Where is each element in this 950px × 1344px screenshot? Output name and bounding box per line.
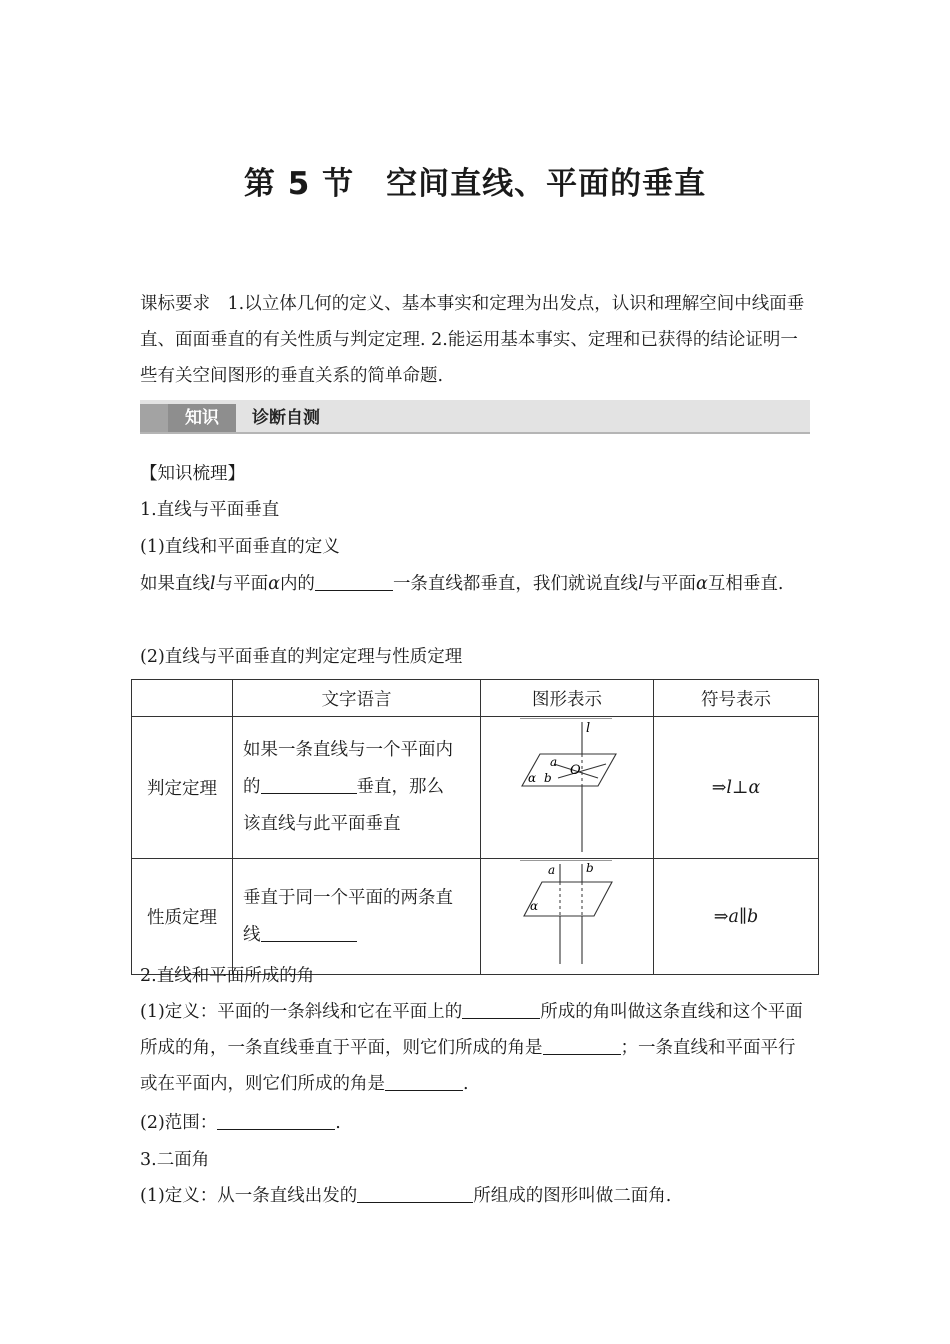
table-header-cell: 图形表示 <box>481 680 654 717</box>
fill-blank <box>543 1036 621 1055</box>
table-header-row <box>132 680 819 717</box>
section-banner <box>140 400 810 434</box>
page-title: 第 5 节 空间直线、平面的垂直 <box>243 166 707 202</box>
row-symbol: ⇒l⊥α <box>654 717 819 859</box>
fill-blank <box>261 775 357 794</box>
requirement-label: 课标要求 <box>140 294 210 314</box>
row-symbol: ⇒a∥b <box>654 859 819 975</box>
row-text: 垂直于同一个平面的两条直线 <box>233 859 481 975</box>
svg-text:b: b <box>586 861 594 875</box>
fill-blank <box>217 1111 335 1130</box>
svg-text:α: α <box>530 899 539 913</box>
table-header-cell: 文字语言 <box>233 680 481 717</box>
figure-cell <box>481 717 654 859</box>
subheading-definition: (1)直线和平面垂直的定义 <box>140 537 340 557</box>
svg-text:α: α <box>528 771 537 785</box>
perpendicular-property-figure <box>482 860 652 968</box>
banner-subtitle: 诊断自测 <box>252 408 320 428</box>
definition-paragraph: 如果直线l与平面α内的 一条直线都垂直，我们就说直线l与平面α互相垂直. <box>140 574 784 594</box>
fill-blank <box>261 923 357 942</box>
heading-line-plane-angle: 2.直线和平面所成的角 <box>140 966 315 986</box>
table-header-cell <box>132 680 233 717</box>
requirement-text: 1.以立体几何的定义、基本事实和定理为出发点，认识和理解空间中线面垂直、面面垂直的有关性质与判定定理. 2.能运用基本事实、定理和已获得的结论证明一些有关空间图形的垂直关系的简单命题. <box>140 294 805 386</box>
table-header-cell: 符号表示 <box>654 680 819 717</box>
dihedral-definition: (1)定义：从一条直线出发的 所组成的图形叫做二面角. <box>140 1186 672 1206</box>
fill-blank <box>462 1000 540 1019</box>
fill-blank <box>385 1072 463 1091</box>
curriculum-requirement <box>140 286 812 394</box>
perpendicular-determination-figure <box>482 718 652 852</box>
svg-text:l: l <box>586 721 591 736</box>
row-name: 性质定理 <box>132 859 233 975</box>
angle-range: (2)范围： . <box>140 1113 341 1133</box>
svg-text:a: a <box>550 755 558 769</box>
table-row <box>132 717 819 859</box>
subheading-theorems: (2)直线与平面垂直的判定定理与性质定理 <box>140 647 463 667</box>
svg-text:a: a <box>548 863 556 877</box>
banner-tab: 知识 <box>168 404 236 432</box>
fill-blank <box>315 572 393 591</box>
row-text: 如果一条直线与一个平面内的 垂直，那么该直线与此平面垂直 <box>233 717 481 859</box>
heading-line-plane-perpendicular: 1.直线与平面垂直 <box>140 500 280 520</box>
section-tag: 【知识梳理】 <box>140 464 245 484</box>
svg-text:O: O <box>570 763 581 778</box>
svg-text:b: b <box>544 771 552 785</box>
theorem-table <box>131 679 819 975</box>
angle-definition: (1)定义：平面的一条斜线和它在平面上的 所成的角叫做这条直线和这个平面所成的角，一条直线垂直于平面，则它们所成的角是 ；一条直线和平面平行或在平面内，则它们所成的角是 . <box>140 1002 803 1094</box>
row-name: 判定定理 <box>132 717 233 859</box>
heading-dihedral-angle: 3.二面角 <box>140 1150 210 1170</box>
banner-stub <box>140 404 168 432</box>
fill-blank <box>357 1184 473 1203</box>
